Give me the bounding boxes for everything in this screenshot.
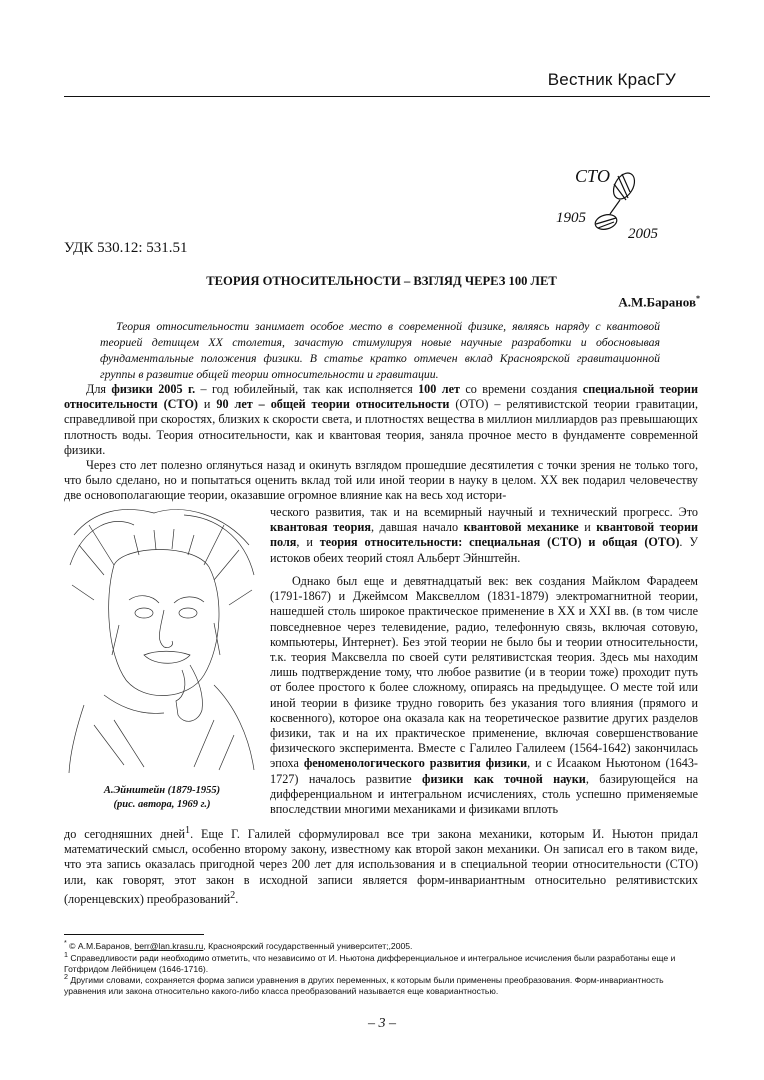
paragraph-4: до сегодняшних дней$^1$. Еще Г. Галилей сформулировал все три закона механики, которым И. Ньютон придал математический смысл, особенно второму закону, известному как второй закон механики. Он записал его в таком виде, что эта запись оказалась пригодной через 200 лет для использования и в специальной теории относительности (СТО) или, как говорят, этот закон в исходной записи является форм-инвариантным относительно релятивистских (лоренцевских) преобразований$^2$. [64,825,698,906]
paragraph-1: Для физики 2005 г. – год юбилейный, так как исполняется 100 лет со времени создания специальной теории относительности (СТО) и 90 лет – общей теории относительности (ОТО) – релятивистской теории гравитации, справедливой при скоростях, близких к скорости света, и плотностях вещества в миллион миллиардов раз превышающих плотность воды. Теория относительности, как и квантовая теория, заняла прочное место в фундаменте современной физики. [64,382,698,457]
page-number: – 3 – [368,1016,396,1031]
logo-year-start: 1905 [556,210,586,226]
paragraph-3: Однако был еще и девятнадцатый век: век создания Майклом Фарадеем (1791-1867) и Джеймсом Максвеллом (1831-1879) электромагнитной теории, нашедшей столь широкое практическое применение в XX и XXI вв. (в том числе повседневное через телевидение, радио, телефонную связь, включая сотовую, компьютеры, Интернет). Без этой теории не было бы и теории относительности, т.к. теория Максвелла по своей сути релятивистская теория. Здесь мы находим лишь подтверждение тому, что любое развитие (и в теории тоже) проходит путь от более простого к более сложному, опираясь на предыдущее. О месте той или иной теории в физике трудно говорить без указания того влияния (прямого и косвенного), которое она оказала как на теоретическое развитие других разделов физики, так и на их практическое применение, включая совершенствование физического эксперимента. Вместе с Галилео Галилеем (1564-1642) закончилась эпоха феноменологического развития физики, и с Исааком Ньютоном (1643-1727) началось развитие физики как точной науки, базирующейся на дифференциальном и интегральном исчислениях, столь успешно применяемые впоследствии многими механиками и физиками вплоть [270,574,699,817]
paragraph-2: Через сто лет полезно оглянуться назад и окинуть взглядом прошедшие десятилетия с точки зрения не только того, что было сделано, но и попытаться оценить вклад той или иной теории в науку в целом. XX век подарил человечеству две основополагающие теории, оказавшие огромное влияние как на весь ход истори- [64,458,698,503]
article-title: ТЕОРИЯ ОТНОСИТЕЛЬНОСТИ – ВЗГЛЯД ЧЕРЕЗ 100 ЛЕТ [206,274,557,288]
footnote-2: $^2$ Другими словами, сохраняется форма записи уравнения в других переменных, к которым были применены преобразования. Форм-инвариантность уравнения или закона относительно какого-либо класса преобразований называется еще ковариантностью. [64,973,664,996]
paragraph-2-continued: ческого развития, так и на всемирный научный и технический прогресс. Это квантовая теория, давшая начало квантовой механике и квантовой теории поля, и теория относительности: специальная (СТО) и общая (ОТО). У истоков обеих теорий стоял Альберт Эйнштейн. [270,505,698,565]
footnote-1: $^1$ Справедливости ради необходимо отметить, что независимо от И. Ньютона дифференциальное и интегральное исчисления были разработаны еще и Готфридом Лейбницем (1646-1716). [64,951,676,974]
logo-label: СТО [575,166,611,186]
author-name: А.М.Баранов* [618,294,700,310]
abstract: Теория относительности занимает особое место в современной физике, являясь наряду с квантовой теорией детищем XX столетия, зачастую стимулируя новые научные разработки и обосновывая фундаментальные положения физики. В статье кратко отмечен вклад Красноярской гравитационной группы в развитие общей теории относительности и гравитации. [100,319,660,381]
journal-title: Вестник КрасГУ [547,70,676,89]
footnote-author: * © А.М.Баранов, berr@lan.krasu.ru, Красноярский государственный университет;,2005. [64,939,413,951]
figure-caption: А.Эйнштейн (1879-1955) (рис. автора, 1969 г.) [103,785,221,810]
header-rule [64,96,710,97]
einstein-portrait-image [64,505,260,775]
footnote-rule [64,934,204,935]
logo-year-end: 2005 [628,226,658,242]
udk-code: УДК 530.12: 531.51 [64,240,188,256]
author-email-link[interactable]: berr@lan.krasu.ru [134,940,204,951]
